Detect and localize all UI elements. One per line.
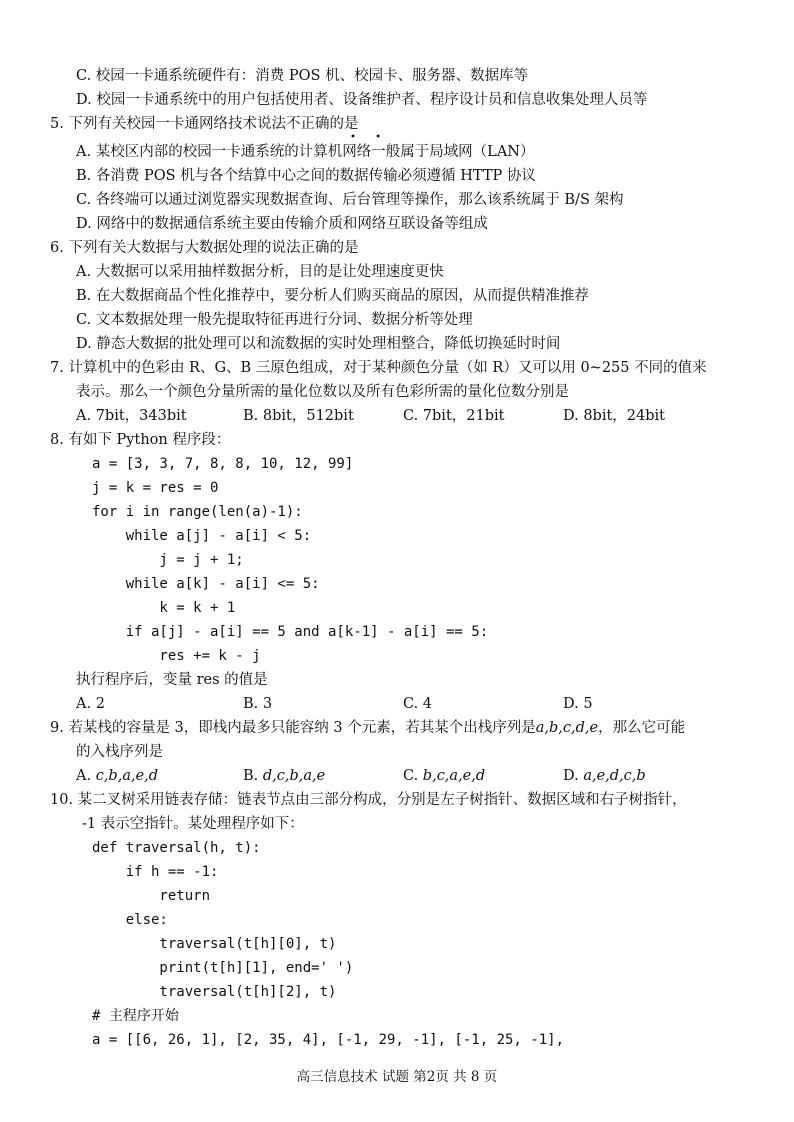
code-line: print(t[h][1], end=' ') bbox=[92, 960, 354, 976]
q6-stem: 6. 下列有关大数据与大数据处理的说法正确的是 bbox=[50, 240, 359, 256]
q4-option-d: D. 校园一卡通系统中的用户包括使用者、设备维护者、程序设计员和信息收集处理人员等 bbox=[76, 92, 648, 108]
q9-stem-text-end: ，那么它可能 bbox=[598, 720, 686, 736]
q5-stem: 5. 下列有关校园一卡通网络技术说法不正确的是 bbox=[50, 116, 359, 132]
q8-question: 执行程序后，变量 res 的值是 bbox=[76, 672, 268, 688]
q9-option-a bbox=[76, 766, 158, 786]
code-line: for i in range(len(a)-1): bbox=[92, 504, 303, 520]
code-line: return bbox=[92, 888, 211, 904]
code-line: j = k = res = 0 bbox=[92, 480, 219, 496]
q9-option-b bbox=[243, 766, 325, 786]
q7-stem-line2: 表示。那么一个颜色分量所需的量化位数以及所有色彩所需的量化位数分别是 bbox=[76, 384, 569, 400]
emphasis-dots: • • bbox=[350, 132, 389, 143]
q10-stem-line1: 10. 某二叉树采用链表存储：链表节点由三部分构成，分别是左子树指针、数据区域和右子树指针， bbox=[50, 792, 687, 808]
q8-stem: 8. 有如下 Python 程序段： bbox=[50, 432, 231, 448]
option-label: B. bbox=[243, 768, 263, 784]
q9-option-d bbox=[563, 766, 646, 786]
code-line: k = k + 1 bbox=[92, 600, 236, 616]
q7-option-c: C. 7bit，21bit bbox=[403, 408, 505, 424]
code-line: while a[j] - a[i] < 5: bbox=[92, 528, 312, 544]
option-value: c,b,a,e,d bbox=[95, 768, 159, 784]
q5-option-b: B. 各消费 POS 机与各个结算中心之间的数据传输必须遵循 HTTP 协议 bbox=[76, 168, 536, 184]
code-line: res += k - j bbox=[92, 648, 261, 664]
option-label: C. bbox=[403, 768, 423, 784]
q8-option-c: C. 4 bbox=[403, 696, 433, 712]
q6-option-d: D. 静态大数据的批处理可以和流数据的实时处理相整合，降低切换延时时间 bbox=[76, 336, 561, 352]
code-line: def traversal(h, t): bbox=[92, 840, 261, 856]
q5-option-d: D. 网络中的数据通信系统主要由传输介质和网络互联设备等组成 bbox=[76, 216, 488, 232]
code-line: else: bbox=[92, 912, 168, 928]
q6-option-c: C. 文本数据处理一般先提取特征再进行分词、数据分析等处理 bbox=[76, 312, 473, 328]
q9-stem-line2: 的入栈序列是 bbox=[76, 744, 163, 760]
q5-option-c: C. 各终端可以通过浏览器实现数据查询、后台管理等操作，那么该系统属于 B/S 架构 bbox=[76, 192, 624, 208]
q6-option-b: B. 在大数据商品个性化推荐中，要分析人们购买商品的原因，从而提供精准推荐 bbox=[76, 288, 589, 304]
option-value: a,e,d,c,b bbox=[583, 768, 646, 784]
q8-option-a: A. 2 bbox=[76, 696, 105, 712]
q4-option-c: C. 校园一卡通系统硬件有：消费 POS 机、校园卡、服务器、数据库等 bbox=[76, 68, 529, 84]
code-line: if a[j] - a[i] == 5 and a[k-1] - a[i] == 5: bbox=[92, 624, 489, 640]
q9-option-c bbox=[403, 766, 485, 786]
q8-option-b: B. 3 bbox=[243, 696, 273, 712]
code-line: traversal(t[h][0], t) bbox=[92, 936, 337, 952]
code-comment: # 主程序开始 bbox=[92, 1008, 179, 1024]
q8-option-d: D. 5 bbox=[563, 696, 593, 712]
q5-option-a: A. 某校区内部的校园一卡通系统的计算机网络一般属于局域网（LAN） bbox=[76, 144, 535, 160]
q9-stem-line1 bbox=[50, 718, 685, 738]
code-line: traversal(t[h][2], t) bbox=[92, 984, 337, 1000]
q9-output-sequence: a,b,c,d,e bbox=[535, 720, 599, 736]
code-line: a = [[6, 26, 1], [2, 35, 4], [-1, 29, -1], [-1, 25, -1], bbox=[92, 1032, 565, 1048]
q10-stem-line2: -1 表示空指针。某处理程序如下： bbox=[82, 816, 304, 832]
q6-option-a: A. 大数据可以采用抽样数据分析，目的是让处理速度更快 bbox=[76, 264, 444, 280]
q7-option-d: D. 8bit，24bit bbox=[563, 408, 665, 424]
code-line: j = j + 1; bbox=[92, 552, 244, 568]
option-label: D. bbox=[563, 768, 584, 784]
q7-option-a: A. 7bit，343bit bbox=[76, 408, 187, 424]
option-value: d,c,b,a,e bbox=[262, 768, 326, 784]
q9-stem-text: 9. 若某栈的容量是 3，即栈内最多只能容纳 3 个元素，若其某个出栈序列是 bbox=[50, 720, 536, 736]
code-line: while a[k] - a[i] <= 5: bbox=[92, 576, 320, 592]
code-line: if h == -1: bbox=[92, 864, 219, 880]
code-line: a = [3, 3, 7, 8, 8, 10, 12, 99] bbox=[92, 456, 354, 472]
q7-stem-line1: 7. 计算机中的色彩由 R、G、B 三原色组成，对于某种颜色分量（如 R）又可以用 0~255 不同的值来 bbox=[50, 360, 707, 376]
q7-option-b: B. 8bit，512bit bbox=[243, 408, 354, 424]
option-label: A. bbox=[76, 768, 96, 784]
option-value: b,c,a,e,d bbox=[422, 768, 486, 784]
page-footer: 高三信息技术 试题 第2页 共 8 页 bbox=[296, 1069, 498, 1085]
